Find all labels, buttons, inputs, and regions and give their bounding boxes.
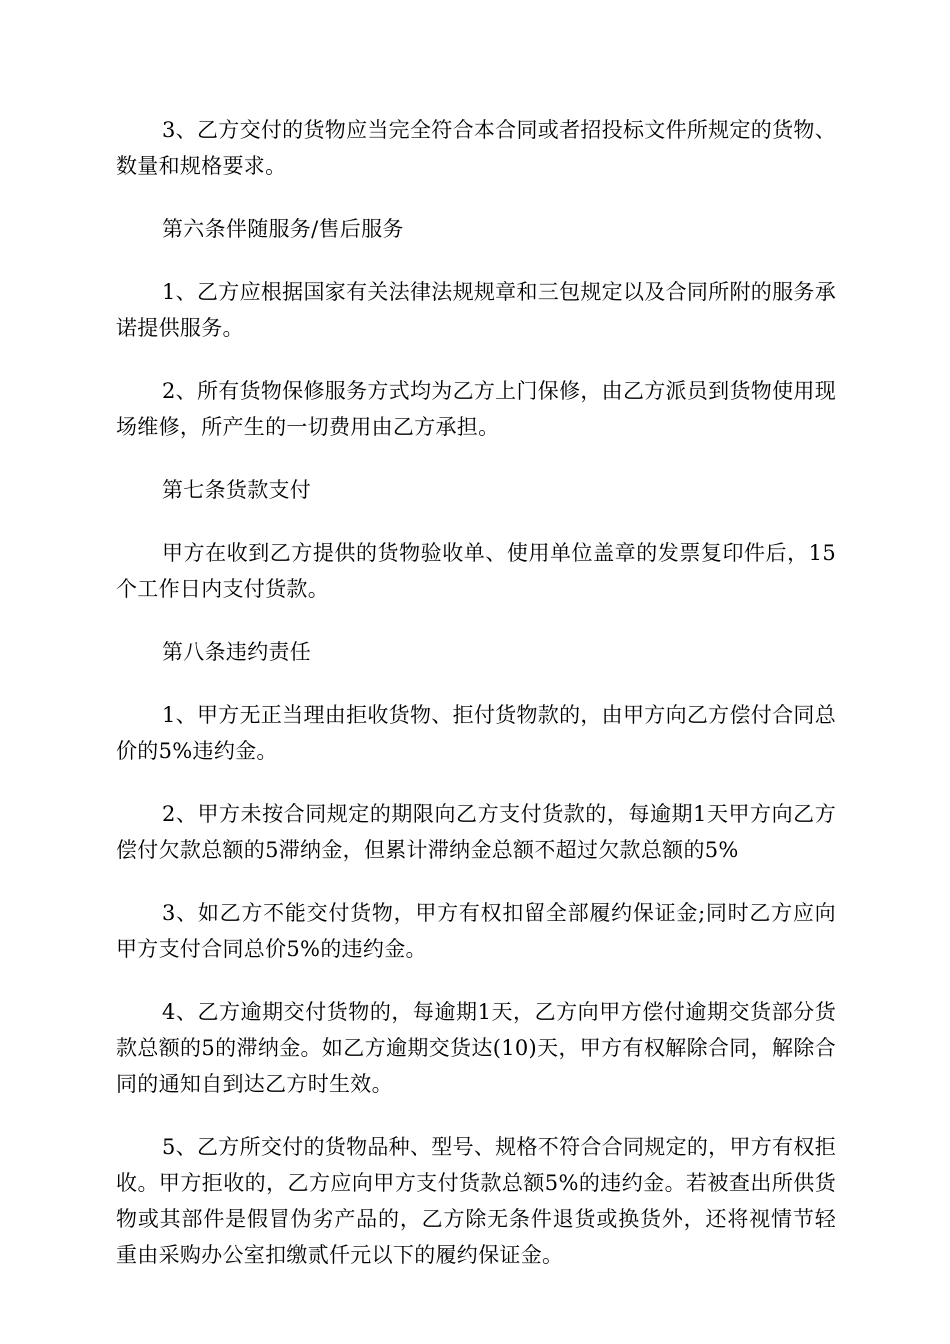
article-6-item-2: 2、所有货物保修服务方式均为乙方上门保修，由乙方派员到货物使用现场维修，所产生的一切费用由乙方承担。 [116, 379, 836, 439]
article-7-heading: 第七条货款支付 [162, 478, 312, 502]
article-8-item-5: 5、乙方所交付的货物品种、型号、规格不符合合同规定的，甲方有权拒收。甲方拒收的，乙方应向甲方支付货款总额5%的违约金。若被查出所供货物或其部件是假冒伪劣产品的，乙方除无条件退货或换货外，还将视情节轻重由采购办公室扣缴贰仟元以下的履约保证金。 [116, 1135, 836, 1267]
article-7-body: 甲方在收到乙方提供的货物验收单、使用单位盖章的发票复印件后，15个工作日内支付货款。 [116, 541, 836, 601]
article-8-item-4: 4、乙方逾期交付货物的，每逾期1天，乙方向甲方偿付逾期交货部分货款总额的5的滞纳金。如乙方逾期交货达(10)天，甲方有权解除合同，解除合同的通知自到达乙方时生效。 [116, 1000, 836, 1096]
article-8-heading: 第八条违约责任 [162, 640, 312, 664]
article-6-item-1: 1、乙方应根据国家有关法律法规规章和三包规定以及合同所附的服务承诺提供服务。 [116, 280, 836, 340]
article-6-heading: 第六条伴随服务/售后服务 [162, 217, 404, 241]
article-8-item-1: 1、甲方无正当理由拒收货物、拒付货物款的，由甲方向乙方偿付合同总价的5%违约金。 [116, 703, 836, 763]
document-page [116, 112, 836, 1300]
clause-5-item-3: 3、乙方交付的货物应当完全符合本合同或者招投标文件所规定的货物、数量和规格要求。 [116, 118, 836, 178]
article-8-item-3: 3、如乙方不能交付货物，甲方有权扣留全部履约保证金;同时乙方应向甲方支付合同总价5%的违约金。 [116, 901, 836, 961]
article-8-item-2: 2、甲方未按合同规定的期限向乙方支付货款的，每逾期1天甲方向乙方偿付欠款总额的5滞纳金，但累计滞纳金总额不超过欠款总额的5% [116, 802, 836, 862]
